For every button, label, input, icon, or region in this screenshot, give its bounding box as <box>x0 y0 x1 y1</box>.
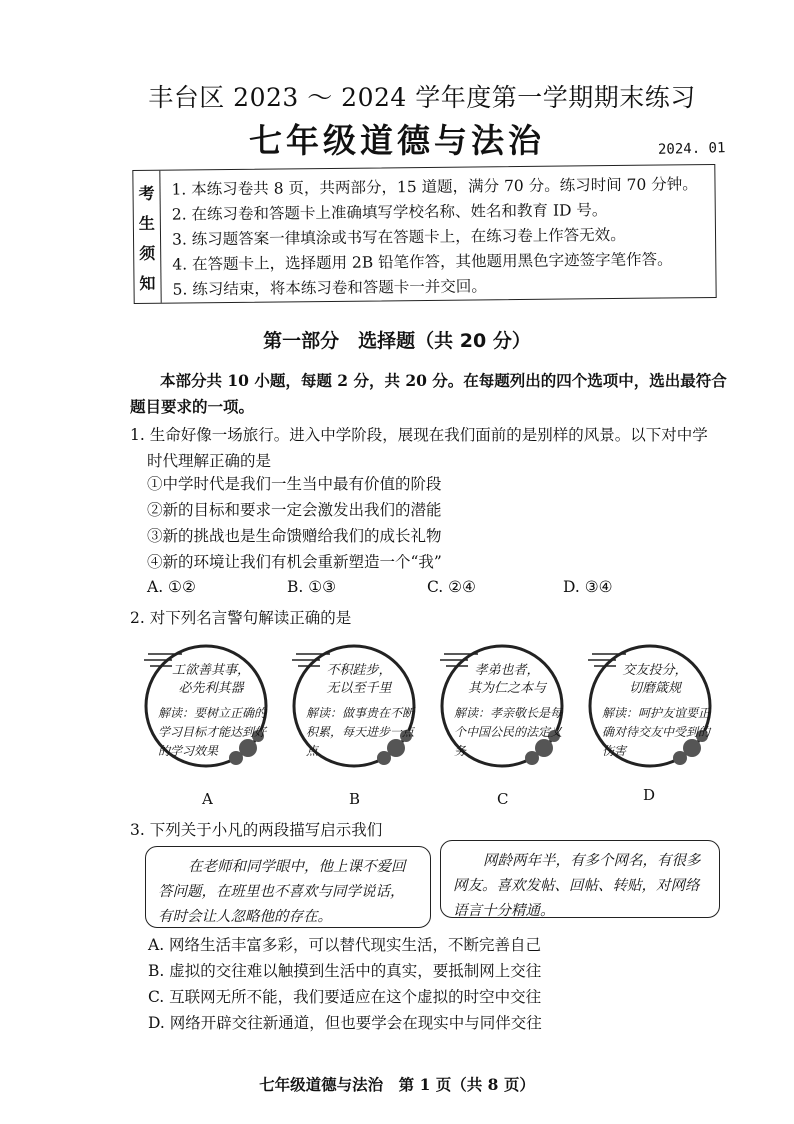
quote-label-a[interactable]: A <box>202 790 213 808</box>
quote-label-d[interactable]: D <box>643 786 656 804</box>
notice-list <box>171 172 711 303</box>
quote-title <box>462 662 552 698</box>
question-3-option-a[interactable]: A. 网络生活丰富多彩，可以替代现实生活，不断完善自己 <box>148 936 542 954</box>
part-one-title: 第一部分 选择题（共 20 分） <box>263 330 531 352</box>
question-1-option-a[interactable]: A. ①② <box>147 578 196 596</box>
question-1-item: ③新的挑战也是生命馈赠给我们的成长礼物 <box>147 527 442 545</box>
notice-label <box>133 171 161 303</box>
candidate-notice-box <box>132 164 716 304</box>
question-1-option-b[interactable]: B. ①③ <box>287 578 337 596</box>
quote-title <box>166 662 256 698</box>
notice-item: 3. 练习题答案一律填涂或书写在答题卡上，在练习卷上作答无效。 <box>171 225 626 249</box>
quote-label-b[interactable]: B <box>349 790 361 808</box>
question-1-option-d[interactable]: D. ③④ <box>563 578 613 596</box>
quote-explanation: 解读：呵护友谊要正确对待交友中受到的伤害 <box>602 706 711 758</box>
question-3-option-d[interactable]: D. 网络开辟交往新通道，但也要学会在现实中与同伴交往 <box>148 1014 542 1032</box>
quote-label-c[interactable]: C <box>497 790 509 808</box>
question-1-item: ①中学时代是我们一生当中最有价值的阶段 <box>147 475 442 493</box>
question-1-stem-line: 时代理解正确的是 <box>147 452 272 470</box>
quote-explanation: 解读：孝亲敬长是每个中国公民的法定义务 <box>454 706 563 758</box>
quote-card-b[interactable] <box>288 640 420 772</box>
quote-title <box>610 662 700 698</box>
notice-item: 1. 本练习卷共 8 页，共两部分，15 道题，满分 70 分。练习时间 70 分钟。 <box>171 175 698 199</box>
notice-label-char: 生 <box>138 213 155 233</box>
exam-header-title: 丰台区 2023 ～ 2024 学年度第一学期期末练习 <box>148 83 696 112</box>
quote-title-line: 无以至千里 <box>326 681 392 696</box>
question-2-stem: 2. 对下列名言警句解读正确的是 <box>130 609 352 627</box>
quote-title-line: 不积跬步， <box>326 663 392 678</box>
description-box-left: 在老师和同学眼中，他上课不爱回答问题，在班里也不喜欢与同学说话，有时会让人忽略他的存在。 <box>145 846 431 928</box>
subject-title: 七年级道德与法治 <box>249 121 545 160</box>
question-3-option-c[interactable]: C. 互联网无所不能，我们要适应在这个虚拟的时空中交往 <box>148 988 542 1006</box>
notice-item: 2. 在练习卷和答题卡上准确填写学校名称、姓名和教育 ID 号。 <box>171 201 608 224</box>
quote-title-line: 交友投分， <box>622 663 688 678</box>
quote-card-d[interactable] <box>584 640 716 772</box>
part-one-intro: 本部分共 10 小题，每题 2 分，共 20 分。在每题列出的四个选项中，选出最符合题目要求的一项。 <box>130 371 727 416</box>
question-1-stem-line: 1. 生命好像一场旅行。进入中学阶段，展现在我们面前的是别样的风景。以下对中学 <box>130 426 708 444</box>
quote-title-line: 必先利其器 <box>178 681 244 696</box>
description-box-right: 网龄两年半，有多个网名，有很多网友。喜欢发帖、回帖、转贴，对网络语言十分精通。 <box>440 840 720 918</box>
question-1-option-c[interactable]: C. ②④ <box>427 578 476 596</box>
notice-item: 4. 在答题卡上，选择题用 2B 铅笔作答，其他题用黑色字迹签字笔作答。 <box>172 250 673 274</box>
quote-title-line: 孝弟也者， <box>474 663 540 678</box>
notice-item: 5. 练习结束，将本练习卷和答题卡一并交回。 <box>172 277 487 299</box>
quote-title-line: 其为仁之本与 <box>467 681 546 696</box>
exam-date: 2024. 01 <box>657 140 726 158</box>
quote-card-c[interactable] <box>436 640 568 772</box>
question-1-item: ②新的目标和要求一定会激发出我们的潜能 <box>147 501 442 519</box>
quote-explanation: 解读：做事贵在不断积累，每天进步一点点 <box>306 706 415 758</box>
question-3-stem: 3. 下列关于小凡的两段描写启示我们 <box>130 821 383 839</box>
quote-title-line: 工欲善其事， <box>171 663 250 678</box>
notice-label-char: 须 <box>139 243 156 263</box>
quote-title <box>314 662 404 698</box>
quote-explanation: 解读：要树立正确的学习目标才能达到好的学习效果 <box>158 706 267 758</box>
quote-title-line: 切磨箴规 <box>628 681 681 696</box>
question-1-item: ④新的环境让我们有机会重新塑造一个“我” <box>147 553 442 571</box>
notice-label-char: 考 <box>138 183 155 203</box>
quote-card-a[interactable] <box>140 640 272 772</box>
question-3-option-b[interactable]: B. 虚拟的交往难以触摸到生活中的真实，要抵制网上交往 <box>148 962 542 980</box>
notice-label-char: 知 <box>139 273 156 293</box>
page-footer: 七年级道德与法治 第 1 页（共 8 页） <box>259 1075 535 1094</box>
question-1-stem <box>130 422 730 474</box>
